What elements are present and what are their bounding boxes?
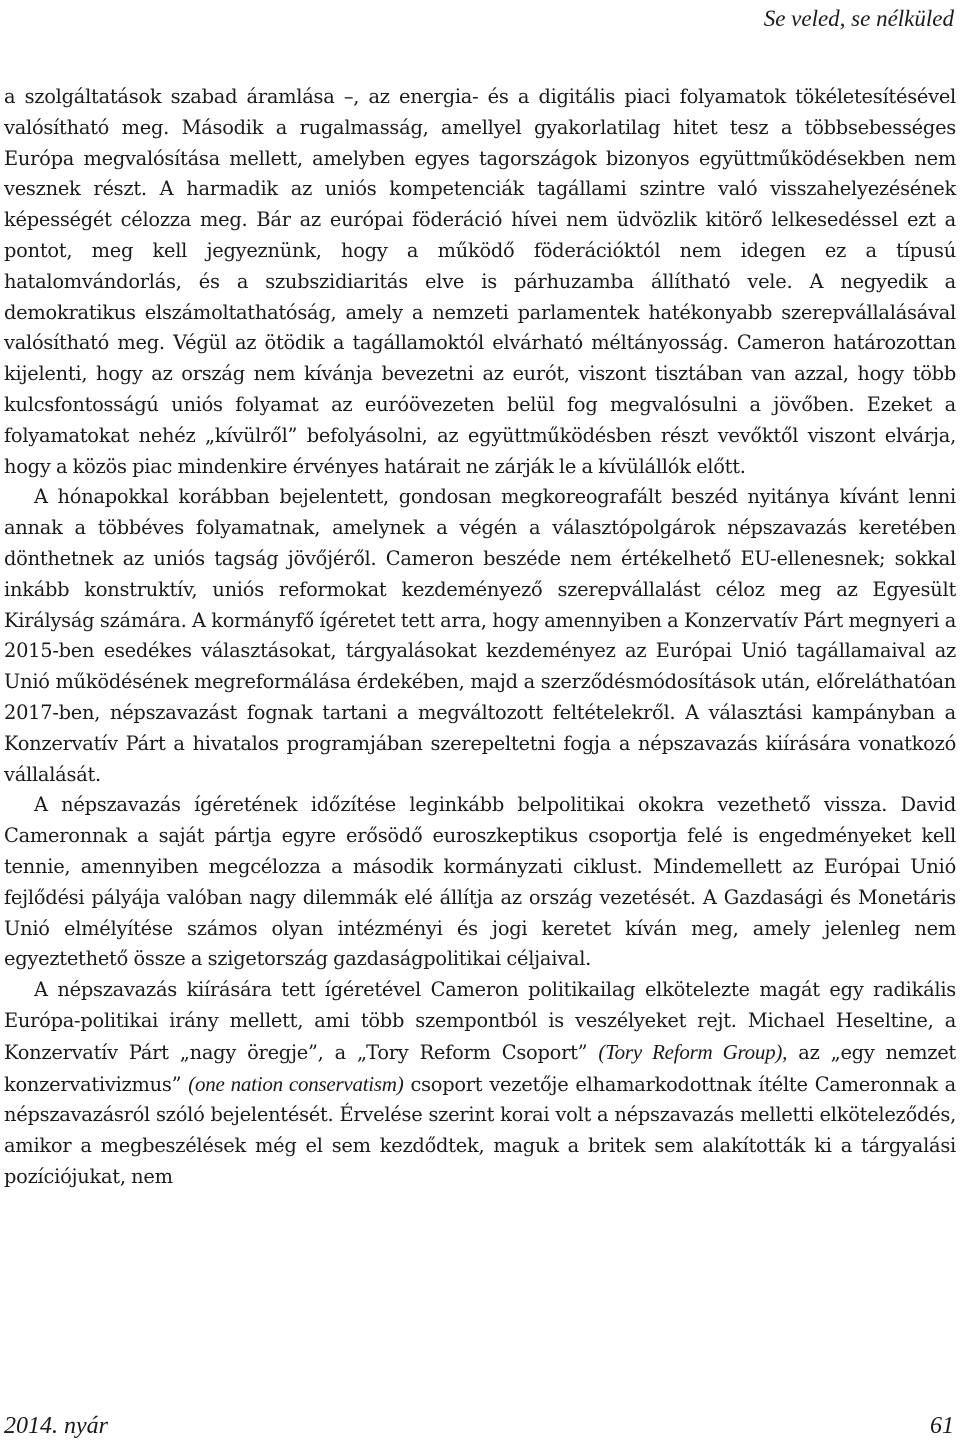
article-body [4, 82, 956, 1193]
italic-term: (Tory Reform Group), [598, 1039, 788, 1064]
italic-term: (one nation conservatism) [188, 1071, 404, 1096]
paragraph-text: A népszavazás kiírására tett ígéretével Cameron politikailag elkötelezte magát egy radikális Európa-politikai irány mellett, ami több szempontból is veszélyeket rejt. Michael Heseltine, a Konzervatív Párt „nagy öregje”, a „Tory Reform Csoport” [4, 978, 956, 1064]
page-number: 61 [930, 1413, 954, 1439]
paragraph-text: A hónapokkal korábban bejelentett, gondosan megkoreografált beszéd nyitánya kívánt lenni annak a többéves folyamatnak, amelynek a végén a választópolgárok népszavazás keretében dönthetnek az uniós tagság jövőjéről. Cameron beszéde nem értékelhető EU-ellenesnek; sokkal inkább konstruktív, uniós reformokat kezdeményező szerepvállalást céloz meg az Egyesült Királyság számára. A kormányfő ígéretet tett arra, hogy amennyiben a Konzervatív Párt megnyeri a 2015-ben esedékes választásokat, tárgyalásokat kezdeményez az Európai Unió tagállamaival az Unió működésének megreformálása érdekében, majd a szerződésmódosítások után, előreláthatóan 2017-ben, népszavazást fognak tartani a megváltozott feltételekről. A választási kampányban a Konzervatív Párt a hivatalos programjában szerepeltetni fogja a népszavazás kiírására vonatkozó vállalását. [4, 485, 956, 786]
paragraph-text: csoport vezetője elhamarkodottnak ítélte Cameronnak a népszavazásról szóló bejelentését. Érvelése szerint korai volt a népszavazás melletti elköteleződés, amikor a megbeszélések még el sem kezdődtek, maguk a britek sem alakították ki a tárgyalási pozíciójukat, nem [4, 1072, 956, 1188]
paragraph-text: A népszavazás ígéretének időzítése leginkább belpolitikai okokra vezethető vissza. David Cameronnak a saját pártja egyre erősödő euroszkeptikus csoportja felé is engedményeket kell tennie, amennyiben megcélozza a második kormányzati ciklust. Mindemellett az Európai Unió fejlődési pályája valóban nagy dilemmák elé állítja az ország vezetését. A Gazdasági és Monetáris Unió elmélyítése számos olyan intézményi és jogi keretet kíván meg, amely jelenleg nem egyeztethető össze a szigetország gazdaságpolitikai céljaival. [4, 793, 956, 971]
running-header-title: Se veled, se nélküled [763, 6, 954, 31]
body-paragraph [4, 82, 956, 482]
body-paragraph [4, 482, 956, 790]
body-paragraph [4, 790, 956, 975]
issue-label: 2014. nyár [4, 1413, 108, 1439]
paragraph-text: a szolgáltatások szabad áramlása –, az energia- és a digitális piaci folyamatok tökéletesítésével valósítható meg. Második a rugalmasság, amellyel gyakorlatilag hitet tesz a többsebességes Európa megvalósítása mellett, amelyben egyes tagországok bizonyos együttműködésekben nem vesznek részt. A harmadik az uniós kompetenciák tagállami szintre való visszahelyezésének képességét célozza meg. Bár az európai föderáció hívei nem üdvözlik kitörő lelkesedéssel ezt a pontot, meg kell jegyeznünk, hogy a működő föderációktól nem idegen ez a típusú hatalomvándorlás, és a szubszidiaritás elve is párhuzamba állítható vele. A negyedik a demokratikus elszámoltathatóság, amely a nemzeti parlamentek hatékonyabb szerepvállalásával valósítható meg. Végül az ötödik a tagállamoktól elvárható méltányosság. Cameron határozottan kijelenti, hogy az ország nem kívánja bevezetni az eurót, viszont tisztában van azzal, hogy több kulcsfontosságú uniós folyamat az euróövezeten belül fog megvalósulni a jövőben. Ezeket a folyamatokat nehéz „kívülről” befolyásolni, az együttműködésben részt vevőktől viszont elvárja, hogy a közös piac mindenkire érvényes határait ne zárják le a kívülállók előtt. [4, 85, 956, 478]
body-paragraph [4, 975, 956, 1193]
paragraph-text: az „egy nemzet konzervativizmus” [4, 1040, 956, 1096]
